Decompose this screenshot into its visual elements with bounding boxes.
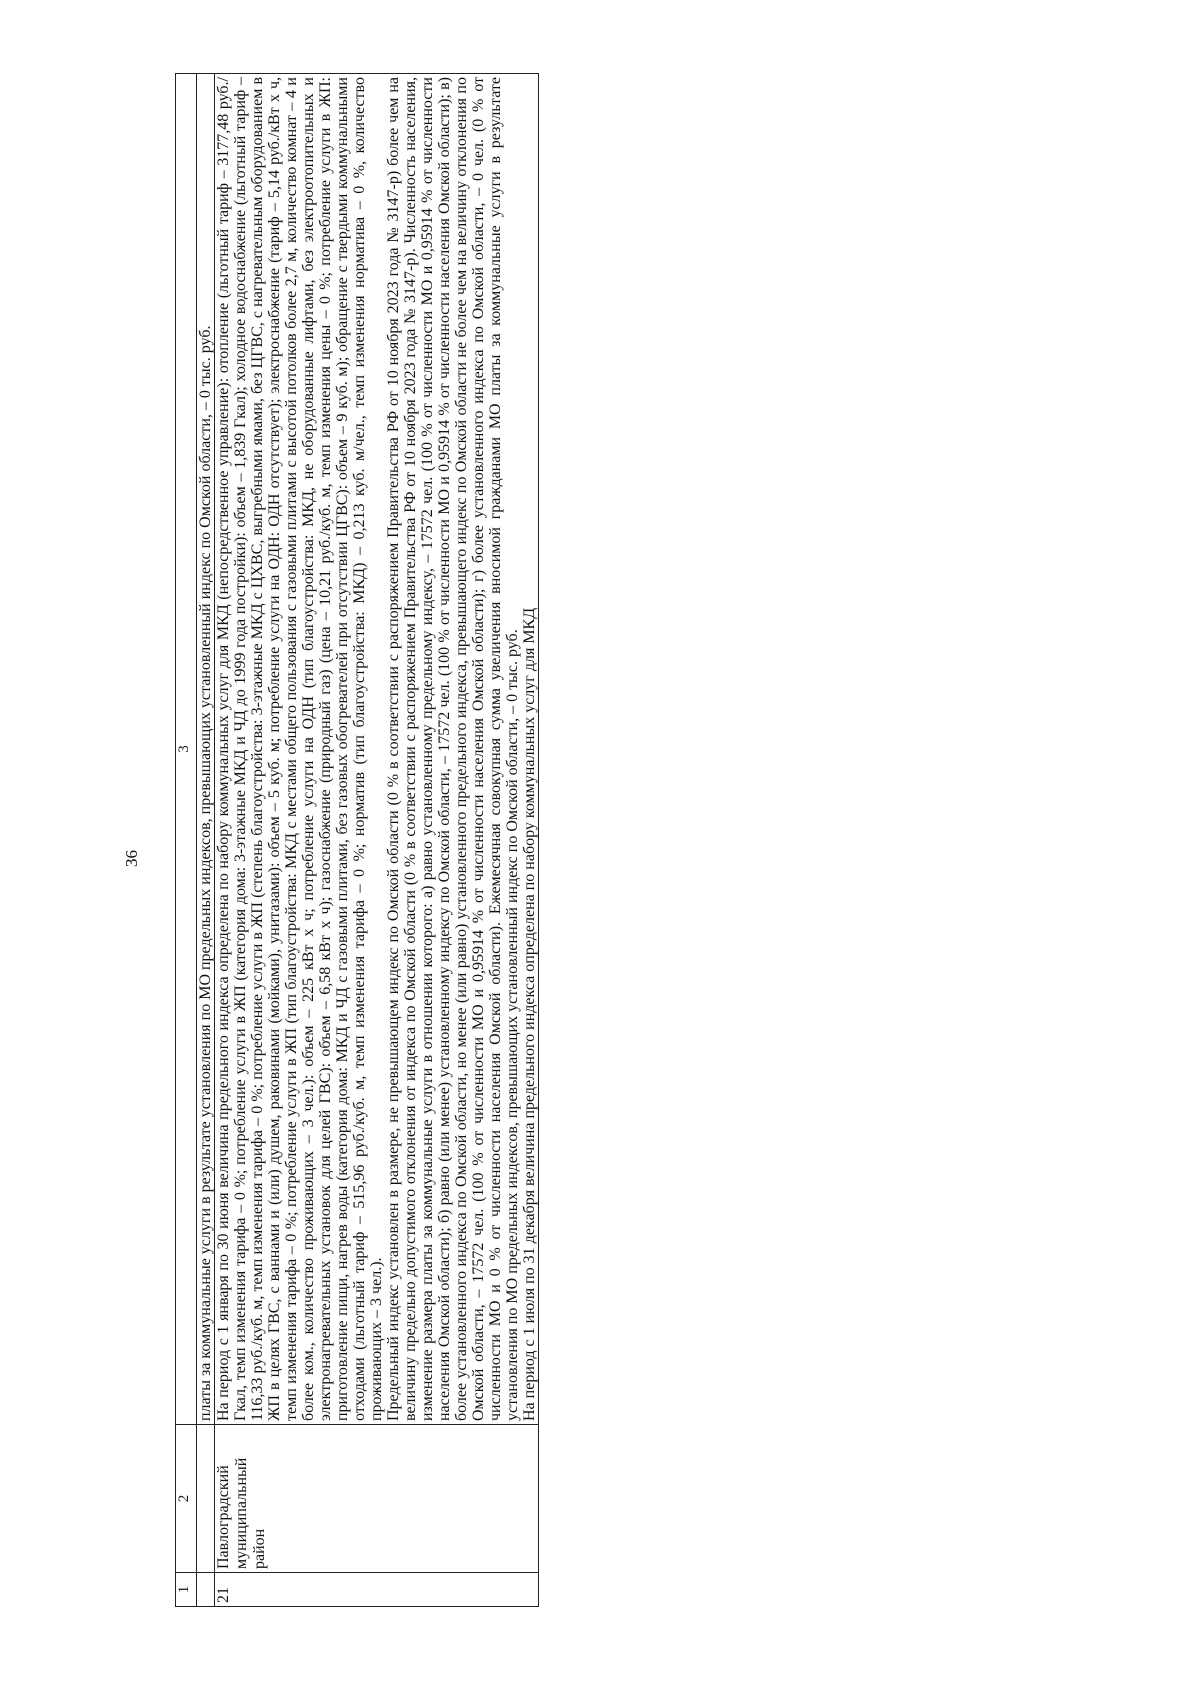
continuation-text: платы за коммунальные услуги в результате установления по МО предельных индексов, превышающих установленный индекс по Омской области, – 0 тыс. руб. — [197, 74, 215, 1425]
tariff-index-table — [175, 73, 539, 1607]
page-number: 36 — [122, 850, 141, 867]
paragraph-first-half-year: На период с 1 января по 30 июня величина предельного индекса определена по набору коммунальных услуг для МКД (непосредственное управление): отопление (льготный тариф – 3177,48 руб./Гкал, темп изменения тарифа – 0 %; потребление услуги в ЖП (категория дома: 3-этажные МКД и ЧД до 1999 года постройки): объем – 1,839 Гкал); холодное водоснабжение (льготный тариф – 116,33 руб./куб. м, темп изменения тарифа – 0 %; потребление услуги в ЖП (степень благоустройства: 3-этажные МКД с ЦХВС, выгребными ямами, без ЦГВС, с нагревательным оборудованием в ЖП в целях ГВС, с ваннами и (или) душем, раковинами (мойками), унитазами): объем – 5 куб. м; потребление услуги на ОДН: ОДН отсутствует); электроснабжение (тариф – 5,14 руб./кВт х ч, темп изменения тарифа – 0 %; потребление услуги в ЖП (тип благоустройства: МКД с местами общего пользования с газовыми плитами с высотой потолков более 2,7 м, количество комнат – 4 и более ком., количество проживающих – 3 чел.): объем – 225 кВт х ч; потребление услуги на ОДН (тип благоустройства: МКД, не оборудованные лифтами, без электроотопительных и электронагревательных установок для целей ГВС): объем – 6,58 кВт х ч); газоснабжение (природный газ) (цена – 10,21 руб./куб. м, темп изменения цены – 0 %; потребление услуги в ЖП: приготовление пищи, нагрев воды (категория дома: МКД и ЧД с газовыми плитами, без газовых обогревателей при отсутствии ЦГВС): объем – 9 куб. м); обращение с твердыми коммунальными отходами (льготный тариф – 515,96 руб./куб. м, темп изменения тарифа – 0 %; норматив (тип благоустройства: МКД) – 0,213 куб. м/чел., темп изменения норматива – 0 %, количество проживающих – 3 чел.). — [215, 77, 385, 1421]
column-number-3: 3 — [176, 74, 197, 1425]
district-name: Павлоградский муниципальный район — [215, 1425, 539, 1573]
column-number-2: 2 — [176, 1425, 197, 1573]
column-number-1: 1 — [176, 1573, 197, 1607]
paragraph-index-limits: Предельный индекс установлен в размере, не превышающем индекс по Омской области (0 % в соответствии с распоряжением Правительства РФ от 10 ноября 2023 года № 3147-р) более чем на величину предельно допустимого отклонения от индекса по Омской области (0 % в соответствии с распоряжением Правительства РФ от 10 ноября 2023 года № 3147-р). Численность населения, изменение размера платы за коммунальные услуги в отношении которого: а) равно установленному предельному индексу, – 17572 чел. (100 % от численности МО и 0,95914 % от численности населения Омской области); б) равно (или менее) установленному индексу по Омской области, – 17572 чел. (100 % от численности МО и 0,95914 % от численности населения Омской области); в) более установленного индекса по Омской области, но менее (или равно) установленного предельного индекса, превышающего индекс по Омской области не более чем на величину отклонения по Омской области, – 17572 чел. (100 % от численности МО и 0,95914 % от численности населения Омской области); г) более установленного индекса по Омской области, – 0 чел. (0 % от численности МО и 0 % от численности населения Омской области). Ежемесячная совокупная сумма увеличения вносимой гражданами МО платы за коммунальные услуги в результате установления по МО предельных индексов, превышающих установленный индекс по Омской области, – 0 тыс. руб. — [385, 77, 521, 1421]
district-cell-empty — [197, 1425, 215, 1573]
row-number-cell-empty — [197, 1573, 215, 1607]
row-number: 21 — [215, 1573, 539, 1607]
paragraph-second-half-year: На период с 1 июля по 31 декабря величина предельного индекса определена по набору коммунальных услуг для МКД — [521, 607, 538, 1421]
table-header-row — [176, 74, 197, 1607]
table-row-continuation — [197, 74, 215, 1607]
description-cell — [215, 74, 539, 1425]
table-row — [215, 74, 539, 1607]
